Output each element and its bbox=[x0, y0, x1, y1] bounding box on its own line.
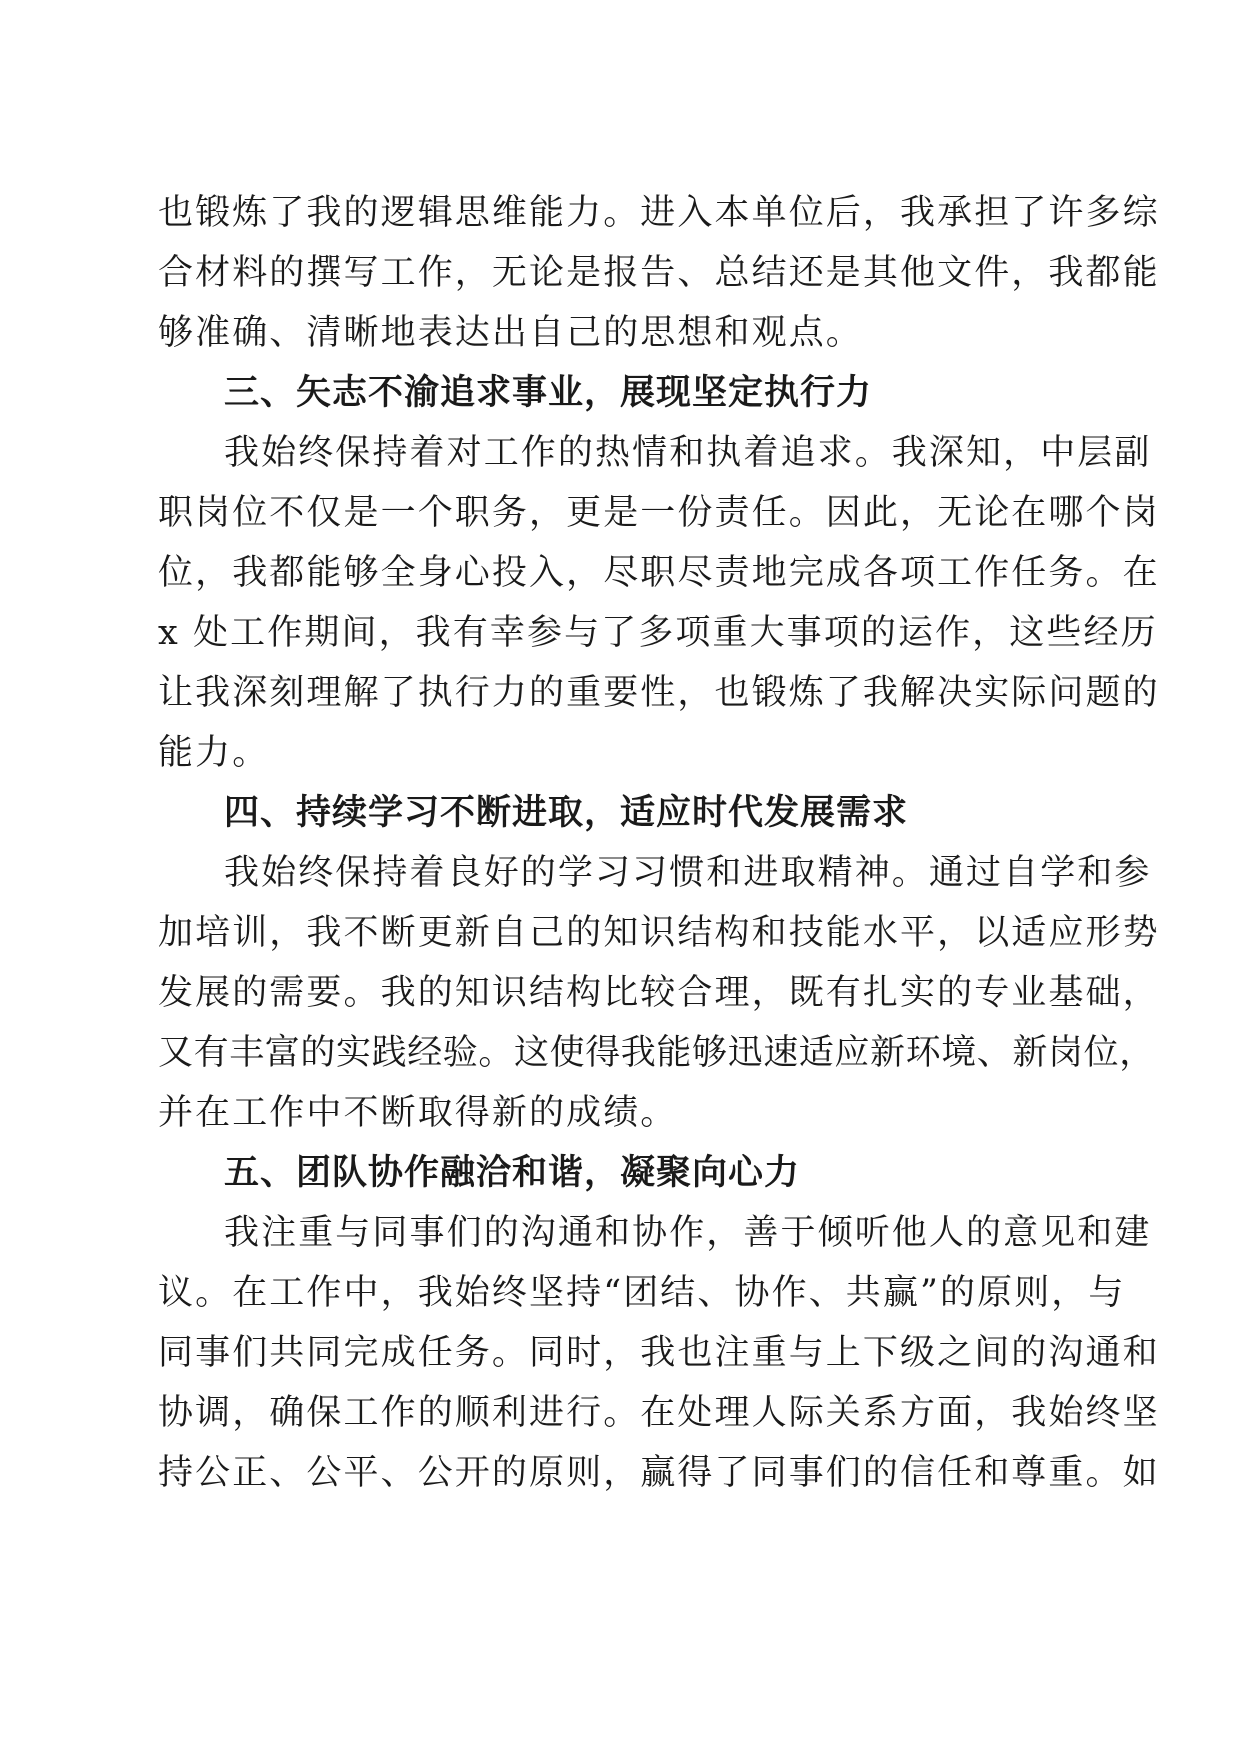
paragraph-first-line: 我始终保持着对工作的热情和执着追求。我深知，中层副 bbox=[224, 433, 1152, 473]
section-heading-3: 三、矢志不渝追求事业，展现坚定执行力 bbox=[224, 373, 873, 413]
paragraph-first-line: 我注重与同事们的沟通和协作，善于倾听他人的意见和建 bbox=[224, 1213, 1152, 1253]
body-text-line: x 处工作期间，我有幸参与了多项重大事项的运作，这些经历 bbox=[158, 613, 1158, 653]
body-text-line: 并在工作中不断取得新的成绩。 bbox=[158, 1093, 678, 1133]
section-heading-5: 五、团队协作融洽和谐，凝聚向心力 bbox=[224, 1153, 801, 1193]
paragraph-first-line: 我始终保持着良好的学习习惯和进取精神。通过自学和参 bbox=[224, 853, 1152, 893]
body-text-line: 让我深刻理解了执行力的重要性，也锻炼了我解决实际问题的 bbox=[158, 673, 1160, 713]
body-text-line: 发展的需要。我的知识结构比较合理，既有扎实的专业基础， bbox=[158, 973, 1160, 1013]
body-text-line: 够准确、清晰地表达出自己的思想和观点。 bbox=[158, 313, 863, 353]
body-text-line: 又有丰富的实践经验。这使得我能够迅速适应新环境、新岗位， bbox=[158, 1033, 1155, 1073]
body-text-line: 能力。 bbox=[158, 733, 270, 773]
body-text-line: 协调，确保工作的顺利进行。在处理人际关系方面，我始终坚 bbox=[158, 1393, 1160, 1433]
body-text-line: 也锻炼了我的逻辑思维能力。进入本单位后，我承担了许多综 bbox=[158, 193, 1160, 233]
body-text-line: 合材料的撰写工作，无论是报告、总结还是其他文件，我都能 bbox=[158, 253, 1160, 293]
body-text-line: 位，我都能够全身心投入，尽职尽责地完成各项工作任务。在 bbox=[158, 553, 1160, 593]
body-text-line: 加培训，我不断更新自己的知识结构和技能水平，以适应形势 bbox=[158, 913, 1160, 953]
section-heading-4: 四、持续学习不断进取，适应时代发展需求 bbox=[224, 793, 909, 833]
body-text-line: 持公正、公平、公开的原则，赢得了同事们的信任和尊重。如 bbox=[158, 1453, 1160, 1493]
body-text-line: 职岗位不仅是一个职务，更是一份责任。因此，无论在哪个岗 bbox=[158, 493, 1160, 533]
body-text-line: 议。在工作中，我始终坚持“团结、协作、共赢”的原则，与 bbox=[158, 1273, 1126, 1313]
body-text-line: 同事们共同完成任务。同时，我也注重与上下级之间的沟通和 bbox=[158, 1333, 1160, 1373]
